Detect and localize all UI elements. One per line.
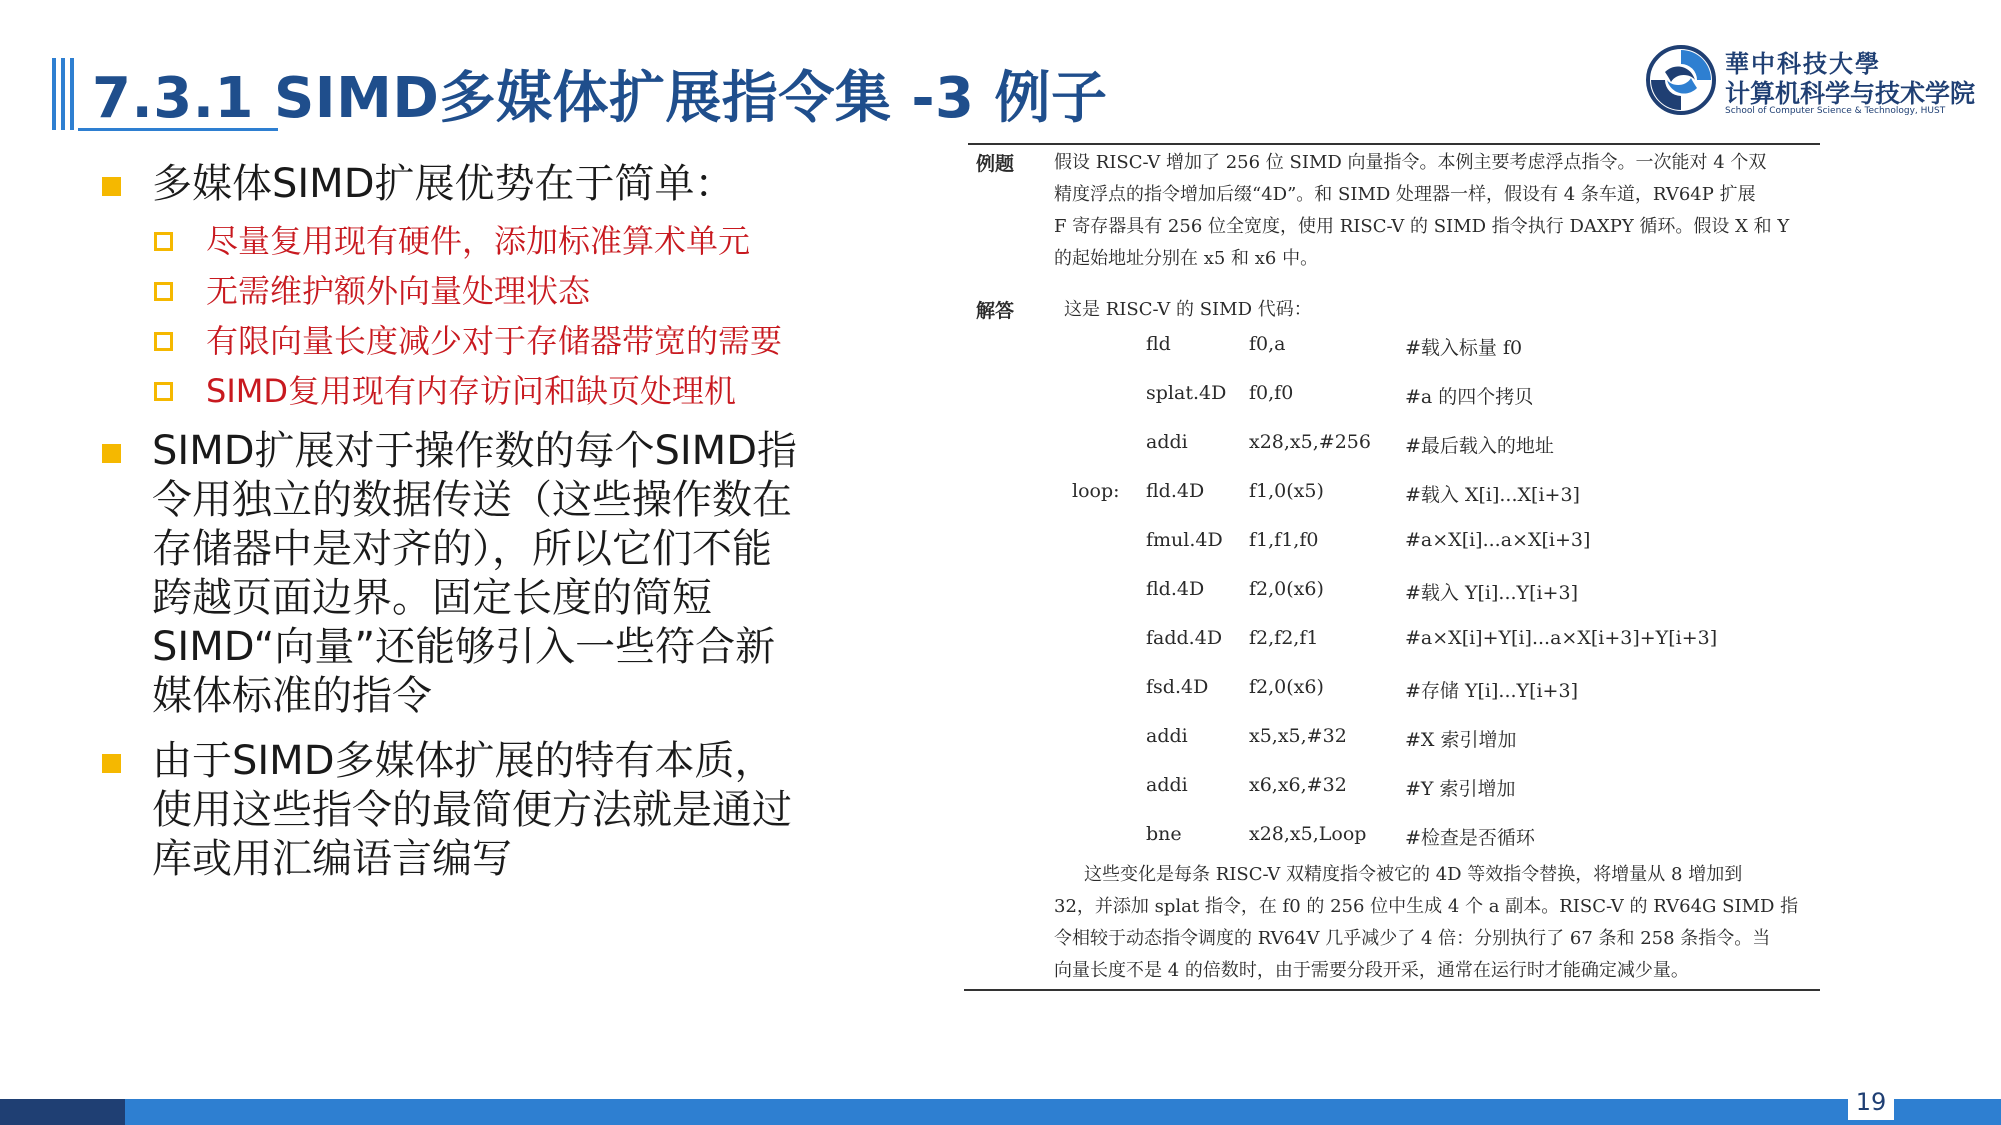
bullet-item <box>100 427 800 721</box>
example-label: 例题 <box>976 153 1015 175</box>
textbook-excerpt <box>962 138 1822 995</box>
code-comment: #a 的四个拷贝 <box>1405 386 1534 408</box>
problem-line: F 寄存器具有 256 位全宽度，使用 RISC-V 的 SIMD 指令执行 DAXPY 循环。假设 X 和 Y <box>1054 216 1790 237</box>
code-comment: #载入标量 f0 <box>1405 337 1523 359</box>
sub-bullet-list <box>100 221 800 411</box>
problem-line: 假设 RISC-V 增加了 256 位 SIMD 向量指令。本例主要考虑浮点指令。一次能对 4 个双 <box>1054 152 1767 173</box>
excerpt-top-rule <box>968 143 1820 145</box>
problem-line: 精度浮点的指令增加后缀“4D”。和 SIMD 处理器一样，假设有 4 条车道，RV64P 扩展 <box>1054 184 1756 205</box>
sub-bullet-text: 无需维护额外向量处理状态 <box>206 272 591 310</box>
code-op: bne <box>1146 823 1182 845</box>
code-comment: #最后载入的地址 <box>1405 435 1554 457</box>
code-label: loop: <box>1072 480 1120 502</box>
code-op: fmul.4D <box>1146 529 1223 551</box>
sub-bullet-text: 尽量复用现有硬件，添加标准算术单元 <box>206 222 751 260</box>
bullet-text: 多媒体SIMD扩展优势在于简单： <box>152 161 735 207</box>
code-args: x5,x5,#32 <box>1249 725 1347 747</box>
code-args: x28,x5,#256 <box>1249 431 1371 453</box>
page-title: 7.3.1 SIMD多媒体扩展指令集 -3 例子 <box>92 66 1108 131</box>
sub-bullet-text: SIMD复用现有内存访问和缺页处理机 <box>206 372 737 410</box>
code-args: x28,x5,Loop <box>1249 823 1367 845</box>
excerpt-bottom-rule <box>964 989 1820 991</box>
explanation-line: 32，并添加 splat 指令，在 f0 的 256 位中生成 4 个 a 副本。RISC-V 的 RV64G SIMD 指 <box>1054 896 1799 917</box>
code-args: f0,f0 <box>1249 382 1294 404</box>
bullet-square-icon <box>102 444 121 463</box>
sub-bullet-text: 有限向量长度减少对于存储器带宽的需要 <box>206 322 783 360</box>
code-args: x6,x6,#32 <box>1249 774 1347 796</box>
bullet-text: SIMD扩展对于操作数的每个SIMD指令用独立的数据传送（这些操作数在存储器中是对齐的），所以它们不能跨越页面边界。固定长度的简短SIMD“向量”还能够引入一些符合新媒体标准的指令 <box>152 428 797 719</box>
code-op: splat.4D <box>1146 382 1227 404</box>
code-op: addi <box>1146 774 1188 796</box>
code-op: fsd.4D <box>1146 676 1209 698</box>
code-op: fadd.4D <box>1146 627 1223 649</box>
bullet-item <box>100 737 800 884</box>
code-comment: #Y 索引增加 <box>1405 778 1516 800</box>
code-args: f2,f2,f1 <box>1249 627 1319 649</box>
problem-line: 的起始地址分别在 x5 和 x6 中。 <box>1054 248 1319 269</box>
code-comment: #a×X[i]...a×X[i+3] <box>1405 529 1591 551</box>
school-name-en: School of Computer Science & Technology, HUST <box>1725 106 1946 116</box>
bullet-square-icon <box>102 754 121 773</box>
explanation-line: 向量长度不是 4 的倍数时，由于需要分段开采，通常在运行时才能确定减少量。 <box>1054 960 1689 981</box>
code-op: addi <box>1146 725 1188 747</box>
code-comment: #X 索引增加 <box>1405 729 1517 751</box>
code-args: f1,f1,f0 <box>1249 529 1319 551</box>
footer-bar <box>125 1099 2001 1125</box>
bullet-square-icon <box>102 177 121 196</box>
bullet-text: 由于SIMD多媒体扩展的特有本质，使用这些指令的最简便方法就是通过库或用汇编语言编写 <box>152 738 792 882</box>
hollow-square-icon <box>154 232 173 251</box>
sub-bullet-item <box>152 321 800 361</box>
code-args: f1,0(x5) <box>1249 480 1324 502</box>
code-op: fld.4D <box>1146 578 1205 600</box>
code-op: fld.4D <box>1146 480 1205 502</box>
code-args: f2,0(x6) <box>1249 578 1324 600</box>
code-comment: #a×X[i]+Y[i]...a×X[i+3]+Y[i+3] <box>1405 627 1718 649</box>
code-args: f0,a <box>1249 333 1286 355</box>
sub-bullet-item <box>152 371 800 411</box>
hollow-square-icon <box>154 282 173 301</box>
footer-accent-block <box>0 1099 125 1125</box>
answer-label: 解答 <box>976 300 1015 322</box>
school-name: 计算机科学与技术学院 <box>1725 79 1976 108</box>
code-comment: #载入 X[i]...X[i+3] <box>1405 484 1580 506</box>
university-name: 華中科技大學 <box>1725 49 1881 78</box>
code-op: addi <box>1146 431 1188 453</box>
explanation-line: 这些变化是每条 RISC-V 双精度指令被它的 4D 等效指令替换，将增量从 8 增加到 <box>1084 864 1743 885</box>
code-comment: #检查是否循环 <box>1405 827 1535 849</box>
code-args: f2,0(x6) <box>1249 676 1324 698</box>
code-comment: #存储 Y[i]...Y[i+3] <box>1405 680 1578 702</box>
title-decoration <box>52 58 74 130</box>
sub-bullet-item <box>152 221 800 261</box>
problem-text <box>1054 147 1824 275</box>
bullet-item <box>100 160 800 209</box>
sub-bullet-item <box>152 271 800 311</box>
page-number: 19 <box>1855 1088 1887 1116</box>
university-logo <box>1645 42 1976 118</box>
explanation-line: 令相较于动态指令调度的 RV64V 几乎减少了 4 倍：分别执行了 67 条和 258 条指令。当 <box>1054 928 1771 949</box>
hust-emblem-icon <box>1645 44 1717 116</box>
code-op: fld <box>1146 333 1171 355</box>
answer-intro: 这是 RISC-V 的 SIMD 代码： <box>1064 299 1312 320</box>
bullet-list <box>100 160 800 900</box>
hollow-square-icon <box>154 382 173 401</box>
hollow-square-icon <box>154 332 173 351</box>
explanation-text <box>1054 859 1820 987</box>
code-comment: #载入 Y[i]...Y[i+3] <box>1405 582 1578 604</box>
